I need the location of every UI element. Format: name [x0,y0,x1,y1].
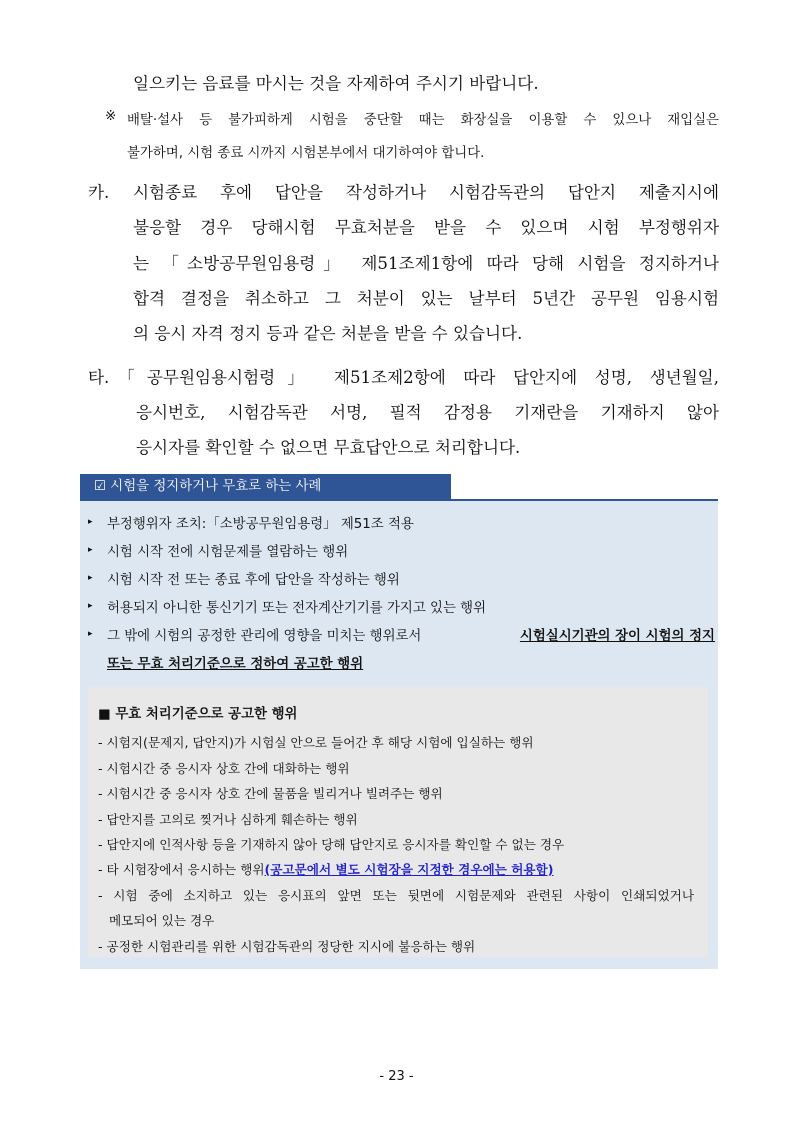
page-number: - 23 - [379,1069,414,1084]
criteria-item-6 [98,859,553,878]
note-line-1: 배탈·설사 등 불가피하게 시험을 중단할 때는 화장실을 이용할 수 있으나 재입실은 [127,113,719,128]
item-ka-line-1: 시험종료 후에 답안을 작성하거나 시험감독관의 답안지 제출지시에 [133,183,719,202]
note-mark: ※ [105,109,117,124]
case-item-4: 허용되지 아니한 통신기기 또는 전자계산기기를 가지고 있는 행위 [107,601,487,616]
square-bullet-icon: ■ [98,707,111,722]
checkbox-icon: ☑ [94,479,107,494]
item-ta-line-2: 응시번호, 시험감독관 서명, 필적 감정용 기재란을 기재하지 않아 [136,403,719,422]
case-item-5-underlined-2: 또는 무효 처리기준으로 정하여 공고한 행위 [107,657,364,672]
cases-box-title: 시험을 정지하거나 무효로 하는 사례 [110,479,322,494]
item-ka-line-5: 의 응시 자격 정지 등과 같은 처분을 받을 수 있습니다. [133,324,523,343]
criteria-item-7-line-1: - 시험 중에 소지하고 있는 응시표의 앞면 또는 뒷면에 시험문제와 관련된 사항이 인쇄되었거나 [98,888,694,903]
invalid-criteria-title [98,703,297,722]
item-ka-line-4: 합격 결정을 취소하고 그 처분이 있는 날부터 5년간 공무원 임용시험 [133,289,719,308]
continuation-line: 일으키는 음료를 마시는 것을 자제하여 주시기 바랍니다. [133,74,539,93]
triangle-bullet-icon: ▸ [88,629,93,639]
item-ka-mark: 카. [88,183,110,202]
criteria-item-6-highlight: (공고문에서 별도 시험장을 지정한 경우에는 허용함) [264,862,554,877]
case-item-1: 부정행위자 조치:「소방공무원임용령」 제51조 적용 [107,517,414,532]
case-item-5-line-2 [107,653,363,672]
case-item-2: 시험 시작 전에 시험문제를 열람하는 행위 [107,545,349,560]
item-ta-line-3: 응시자를 확인할 수 없으면 무효답안으로 처리합니다. [136,438,521,457]
note-line-2: 불가하며, 시험 종료 시까지 시험본부에서 대기하여야 합니다. [127,146,485,161]
item-ka-line-3: 는 「소방공무원임용령」 제51조제1항에 따라 당해 시험을 정지하거나 [133,254,719,273]
triangle-bullet-icon: ▸ [88,517,93,527]
item-ta-mark: 타. [88,368,110,387]
cases-box-header [80,474,451,500]
criteria-item-8: - 공정한 시험관리를 위한 시험감독관의 정당한 지시에 불응하는 행위 [98,939,476,954]
item-ka-line-2: 불응할 경우 당해시험 무효처분을 받을 수 있으며 시험 부정행위자 [133,218,719,237]
invalid-criteria-title-text: 무효 처리기준으로 공고한 행위 [115,707,298,722]
criteria-item-7-line-2: 메모되어 있는 경우 [109,913,215,928]
criteria-item-2: - 시험시간 중 응시자 상호 간에 대화하는 행위 [98,761,350,776]
criteria-item-4: - 답안지를 고의로 찢거나 심하게 훼손하는 행위 [98,812,358,827]
criteria-item-3: - 시험시간 중 응시자 상호 간에 물품을 빌리거나 빌려주는 행위 [98,786,443,801]
case-item-5-line-1 [107,625,715,644]
triangle-bullet-icon: ▸ [88,545,93,555]
case-item-5-underlined-1: 시험실시기관의 장이 시험의 정지 [519,629,715,644]
criteria-item-1: - 시험지(문제지, 답안지)가 시험실 안으로 들어간 후 해당 시험에 입실하는 행위 [98,735,534,750]
triangle-bullet-icon: ▸ [88,573,93,583]
item-ta-line-1: 「공무원임용시험령」 제51조제2항에 따라 답안지에 성명, 생년월일, [118,368,719,387]
case-item-5-plain: 그 밖에 시험의 공정한 관리에 영향을 미치는 행위로서 [107,629,422,644]
criteria-item-5: - 답안지에 인적사항 등을 기재하지 않아 당해 답안지로 응시자를 확인할 수 없는 경우 [98,837,565,852]
criteria-item-6-plain: - 타 시험장에서 응시하는 행위 [98,862,265,877]
case-item-3: 시험 시작 전 또는 종료 후에 답안을 작성하는 행위 [107,573,400,588]
triangle-bullet-icon: ▸ [88,601,93,611]
